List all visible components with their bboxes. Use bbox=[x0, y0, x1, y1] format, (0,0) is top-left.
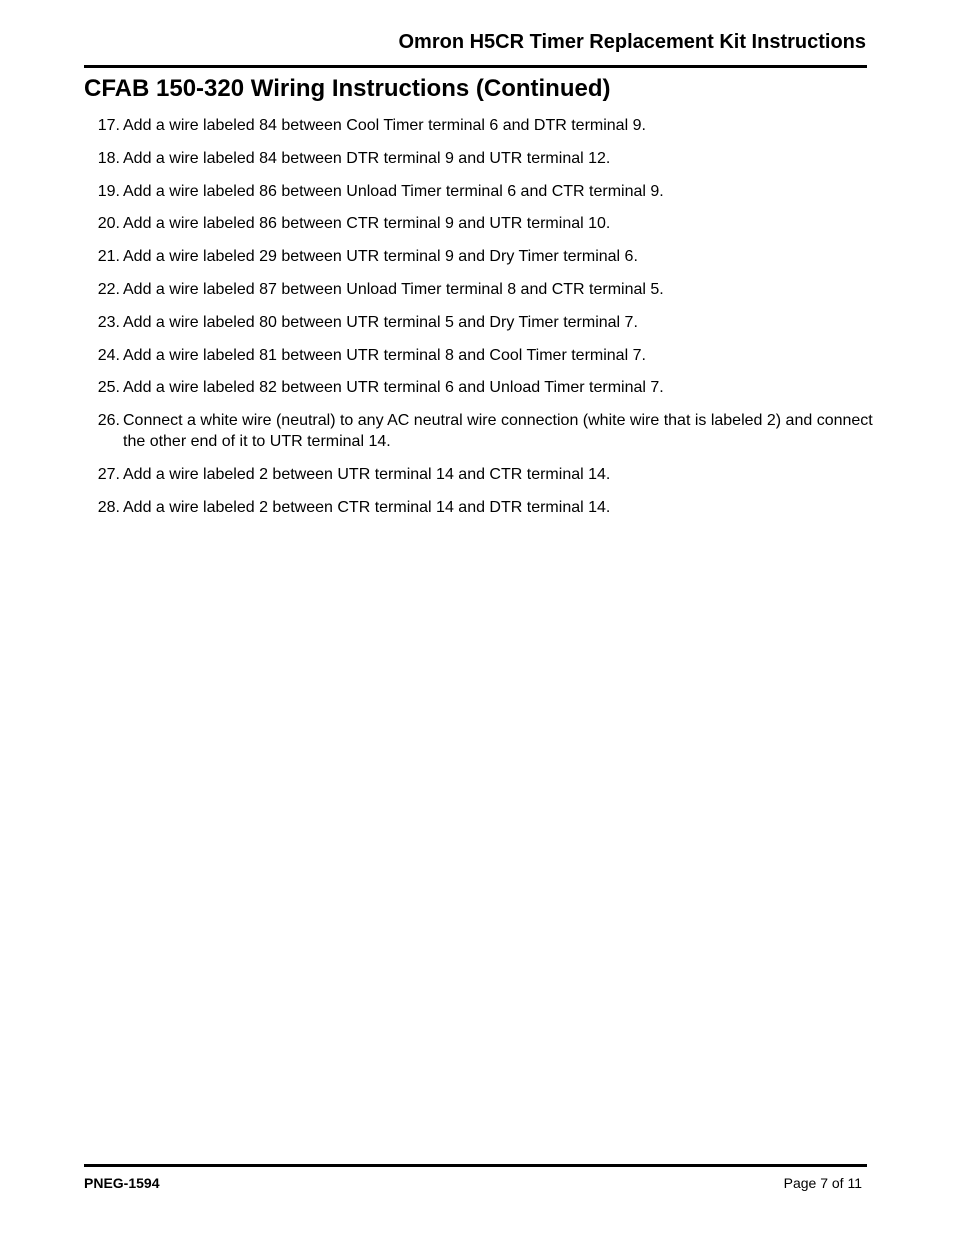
step-number: 24. bbox=[97, 346, 120, 364]
step-number: 28. bbox=[97, 498, 120, 516]
list-item bbox=[84, 312, 874, 333]
step-text: Add a wire labeled 2 between CTR terminal 14 and DTR terminal 14. bbox=[123, 498, 611, 516]
header-divider bbox=[84, 65, 867, 68]
document-id: PNEG-1594 bbox=[84, 1175, 160, 1191]
step-text: Add a wire labeled 80 between UTR terminal 5 and Dry Timer terminal 7. bbox=[123, 313, 638, 331]
step-number: 23. bbox=[97, 313, 120, 331]
step-number: 26. bbox=[97, 412, 120, 430]
list-item bbox=[84, 181, 874, 202]
list-item bbox=[84, 377, 874, 398]
step-text: Add a wire labeled 2 between UTR terminal 14 and CTR terminal 14. bbox=[123, 465, 611, 483]
page-number: Page 7 of 11 bbox=[783, 1175, 862, 1191]
list-item bbox=[84, 213, 874, 234]
list-item bbox=[84, 464, 874, 485]
step-text: Connect a white wire (neutral) to any AC neutral wire connection (white wire that is labeled 2) and connect the other end of it to UTR terminal 14. bbox=[123, 412, 873, 451]
list-item bbox=[84, 279, 874, 300]
step-number: 20. bbox=[97, 215, 120, 233]
list-item bbox=[84, 115, 874, 136]
step-number: 19. bbox=[97, 182, 120, 200]
step-number: 17. bbox=[97, 117, 120, 134]
wiring-steps-list bbox=[84, 115, 874, 530]
list-item bbox=[84, 497, 874, 518]
step-text: Add a wire labeled 86 between CTR terminal 9 and UTR terminal 10. bbox=[123, 215, 611, 233]
step-text: Add a wire labeled 81 between UTR terminal 8 and Cool Timer terminal 7. bbox=[123, 346, 646, 364]
list-item bbox=[84, 246, 874, 267]
list-item bbox=[84, 410, 874, 452]
step-number: 18. bbox=[97, 149, 120, 167]
step-text: Add a wire labeled 84 between DTR terminal 9 and UTR terminal 12. bbox=[123, 149, 611, 167]
footer-divider bbox=[84, 1164, 867, 1167]
step-number: 25. bbox=[97, 379, 120, 397]
step-number: 21. bbox=[97, 248, 120, 266]
list-item bbox=[84, 148, 874, 169]
step-number: 27. bbox=[97, 465, 120, 483]
step-text: Add a wire labeled 87 between Unload Timer terminal 8 and CTR terminal 5. bbox=[123, 280, 664, 298]
section-heading: CFAB 150-320 Wiring Instructions (Continued) bbox=[84, 75, 611, 102]
step-text: Add a wire labeled 86 between Unload Timer terminal 6 and CTR terminal 9. bbox=[123, 182, 664, 200]
list-item bbox=[84, 345, 874, 366]
step-text: Add a wire labeled 82 between UTR terminal 6 and Unload Timer terminal 7. bbox=[123, 379, 664, 397]
step-text: Add a wire labeled 84 between Cool Timer terminal 6 and DTR terminal 9. bbox=[123, 117, 646, 134]
step-text: Add a wire labeled 29 between UTR terminal 9 and Dry Timer terminal 6. bbox=[123, 248, 638, 266]
document-title: Omron H5CR Timer Replacement Kit Instructions bbox=[398, 31, 866, 53]
step-number: 22. bbox=[97, 280, 120, 298]
